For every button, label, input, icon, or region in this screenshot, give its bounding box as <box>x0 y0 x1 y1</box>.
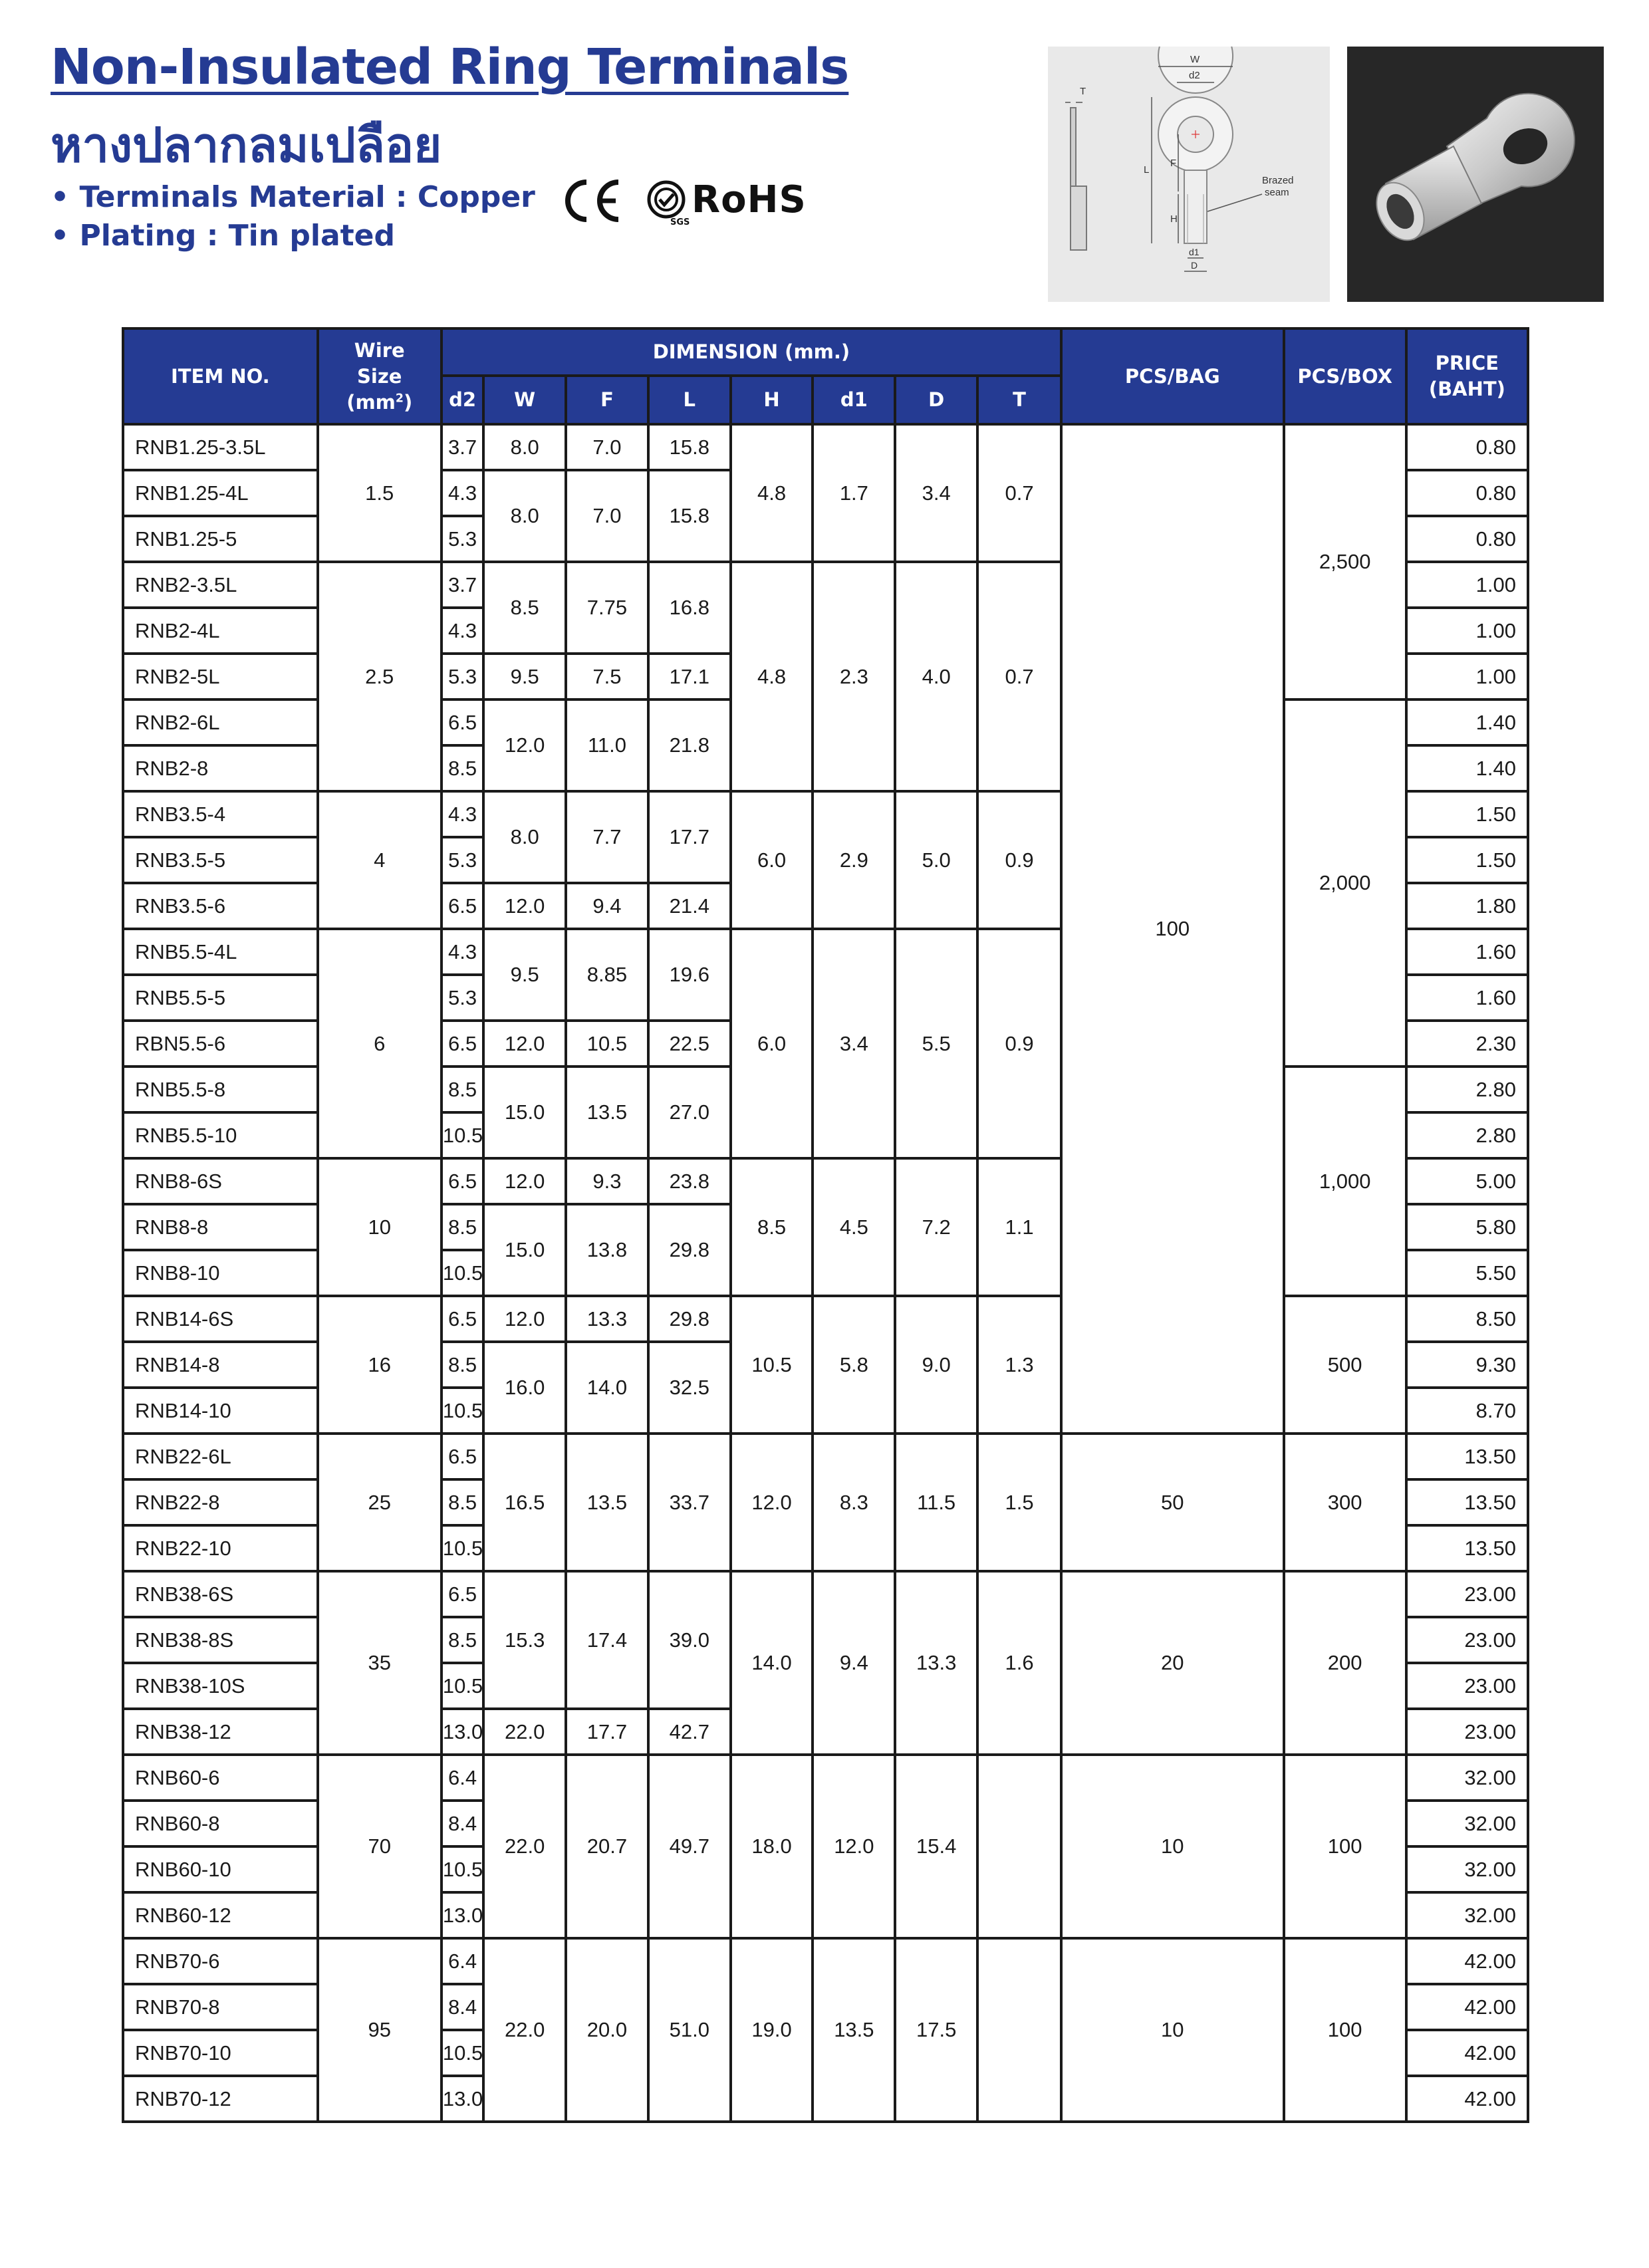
header-F: F <box>566 376 648 424</box>
W-cell: 15.0 <box>483 1067 566 1158</box>
T-cell <box>977 1755 1061 1938</box>
d2-cell: 6.5 <box>442 1158 483 1204</box>
price-cell: 42.00 <box>1406 1938 1528 1984</box>
d2-cell: 6.5 <box>442 1571 483 1617</box>
label-H: H <box>1170 213 1178 225</box>
price-cell: 1.00 <box>1406 654 1528 699</box>
item-no-cell: RNB3.5-6 <box>123 883 318 929</box>
header-wire-line-1: Wire <box>354 338 405 362</box>
pcs-box-cell: 100 <box>1284 1938 1406 2122</box>
header-wire-size <box>318 328 442 424</box>
price-cell: 9.30 <box>1406 1342 1528 1388</box>
label-W: W <box>1190 54 1200 65</box>
d2-cell: 4.3 <box>442 791 483 837</box>
D-cell: 15.4 <box>895 1755 977 1938</box>
item-no-cell: RNB70-12 <box>123 2076 318 2122</box>
header-wire-unit: (mm <box>346 390 396 414</box>
d2-cell: 6.5 <box>442 1296 483 1342</box>
F-cell: 20.0 <box>566 1938 648 2122</box>
price-cell: 0.80 <box>1406 470 1528 516</box>
item-no-cell: RNB5.5-8 <box>123 1067 318 1112</box>
label-D: D <box>1191 260 1198 271</box>
W-cell: 8.0 <box>483 791 566 883</box>
H-cell: 14.0 <box>731 1571 813 1755</box>
pcs-box-cell: 2,000 <box>1284 699 1406 1067</box>
item-no-cell: RNB70-6 <box>123 1938 318 1984</box>
item-no-cell: RNB3.5-5 <box>123 837 318 883</box>
W-cell: 15.3 <box>483 1571 566 1709</box>
F-cell: 20.7 <box>566 1755 648 1938</box>
pcs-box-cell: 200 <box>1284 1571 1406 1755</box>
item-no-cell: RNB2-4L <box>123 608 318 654</box>
W-cell: 8.0 <box>483 424 566 470</box>
label-seam: seam <box>1265 187 1289 198</box>
table-row <box>123 424 1528 470</box>
W-cell: 22.0 <box>483 1755 566 1938</box>
H-cell: 18.0 <box>731 1755 813 1938</box>
table-row <box>123 1434 1528 1479</box>
item-no-cell: RNB1.25-5 <box>123 516 318 562</box>
header-dimension: DIMENSION (mm.) <box>442 328 1061 376</box>
W-cell: 8.0 <box>483 470 566 562</box>
price-cell: 42.00 <box>1406 1984 1528 2030</box>
d2-cell: 8.4 <box>442 1801 483 1846</box>
W-cell: 16.5 <box>483 1434 566 1571</box>
price-cell: 23.00 <box>1406 1709 1528 1755</box>
terminal-dimension-drawing <box>1048 47 1330 302</box>
H-cell: 4.8 <box>731 562 813 791</box>
price-cell: 1.80 <box>1406 883 1528 929</box>
W-cell: 16.0 <box>483 1342 566 1434</box>
F-cell: 7.7 <box>566 791 648 883</box>
wire-size-cell: 1.5 <box>318 424 442 562</box>
table-row <box>123 1571 1528 1617</box>
header-wire-line-3 <box>319 390 440 416</box>
header-W: W <box>483 376 566 424</box>
wire-size-cell: 4 <box>318 791 442 929</box>
ring-terminal-spec-table <box>122 327 1529 2123</box>
price-cell: 1.50 <box>1406 791 1528 837</box>
item-no-cell: RNB14-8 <box>123 1342 318 1388</box>
d2-cell: 10.5 <box>442 1112 483 1158</box>
d2-cell: 10.5 <box>442 2030 483 2076</box>
item-no-cell: RNB5.5-4L <box>123 929 318 975</box>
price-cell: 1.50 <box>1406 837 1528 883</box>
D-cell: 3.4 <box>895 424 977 562</box>
D-cell: 9.0 <box>895 1296 977 1434</box>
W-cell: 12.0 <box>483 1296 566 1342</box>
W-cell: 22.0 <box>483 1709 566 1755</box>
F-cell: 14.0 <box>566 1342 648 1434</box>
W-cell: 22.0 <box>483 1938 566 2122</box>
d1-cell: 13.5 <box>813 1938 895 2122</box>
H-cell: 6.0 <box>731 791 813 929</box>
T-cell: 1.6 <box>977 1571 1061 1755</box>
item-no-cell: RNB70-8 <box>123 1984 318 2030</box>
W-cell: 12.0 <box>483 699 566 791</box>
item-no-cell: RNB22-6L <box>123 1434 318 1479</box>
D-cell: 5.0 <box>895 791 977 929</box>
header-pcs-box: PCS/BOX <box>1284 328 1406 424</box>
T-cell <box>977 1938 1061 2122</box>
item-no-cell: RBN5.5-6 <box>123 1021 318 1067</box>
F-cell: 13.3 <box>566 1296 648 1342</box>
price-cell: 13.50 <box>1406 1434 1528 1479</box>
F-cell: 7.0 <box>566 470 648 562</box>
item-no-cell: RNB38-10S <box>123 1663 318 1709</box>
price-cell: 1.40 <box>1406 699 1528 745</box>
label-d2: d2 <box>1189 70 1200 81</box>
d1-cell: 2.3 <box>813 562 895 791</box>
H-cell: 6.0 <box>731 929 813 1158</box>
wire-size-cell: 35 <box>318 1571 442 1755</box>
price-cell: 2.80 <box>1406 1112 1528 1158</box>
d2-cell: 3.7 <box>442 562 483 608</box>
F-cell: 9.3 <box>566 1158 648 1204</box>
pcs-box-cell: 500 <box>1284 1296 1406 1434</box>
L-cell: 42.7 <box>648 1709 731 1755</box>
d2-cell: 3.7 <box>442 424 483 470</box>
header-d1: d1 <box>813 376 895 424</box>
d1-cell: 4.5 <box>813 1158 895 1296</box>
d2-cell: 8.5 <box>442 745 483 791</box>
L-cell: 21.8 <box>648 699 731 791</box>
T-cell: 0.7 <box>977 562 1061 791</box>
price-cell: 2.80 <box>1406 1067 1528 1112</box>
price-cell: 5.50 <box>1406 1250 1528 1296</box>
price-cell: 32.00 <box>1406 1892 1528 1938</box>
d2-cell: 5.3 <box>442 975 483 1021</box>
L-cell: 29.8 <box>648 1204 731 1296</box>
D-cell: 4.0 <box>895 562 977 791</box>
header-pcs-bag: PCS/BAG <box>1061 328 1284 424</box>
F-cell: 17.4 <box>566 1571 648 1709</box>
table-row <box>123 1296 1528 1342</box>
W-cell: 12.0 <box>483 1158 566 1204</box>
price-cell: 32.00 <box>1406 1755 1528 1801</box>
table-row <box>123 1938 1528 1984</box>
sgs-mark-text: SGS <box>670 217 690 227</box>
item-no-cell: RNB5.5-5 <box>123 975 318 1021</box>
F-cell: 11.0 <box>566 699 648 791</box>
T-cell: 1.3 <box>977 1296 1061 1434</box>
wire-size-cell: 70 <box>318 1755 442 1938</box>
item-no-cell: RNB22-10 <box>123 1525 318 1571</box>
item-no-cell: RNB14-6S <box>123 1296 318 1342</box>
W-cell: 9.5 <box>483 654 566 699</box>
page-subtitle-thai: หางปลากลมเปลือย <box>51 117 442 173</box>
H-cell: 4.8 <box>731 424 813 562</box>
d1-cell: 5.8 <box>813 1296 895 1434</box>
price-cell: 1.40 <box>1406 745 1528 791</box>
T-cell: 0.7 <box>977 424 1061 562</box>
D-cell: 17.5 <box>895 1938 977 2122</box>
W-cell: 12.0 <box>483 1021 566 1067</box>
W-cell: 12.0 <box>483 883 566 929</box>
d2-cell: 8.5 <box>442 1067 483 1112</box>
d2-cell: 5.3 <box>442 516 483 562</box>
T-cell: 0.9 <box>977 929 1061 1158</box>
W-cell: 9.5 <box>483 929 566 1021</box>
price-cell: 5.80 <box>1406 1204 1528 1250</box>
item-no-cell: RNB2-8 <box>123 745 318 791</box>
F-cell: 7.0 <box>566 424 648 470</box>
item-no-cell: RNB38-8S <box>123 1617 318 1663</box>
table-row <box>123 1755 1528 1801</box>
d1-cell: 8.3 <box>813 1434 895 1571</box>
L-cell: 17.1 <box>648 654 731 699</box>
item-no-cell: RNB1.25-3.5L <box>123 424 318 470</box>
d2-cell: 13.0 <box>442 1709 483 1755</box>
pcs-box-cell: 1,000 <box>1284 1067 1406 1296</box>
pcs-box-cell: 300 <box>1284 1434 1406 1571</box>
d2-cell: 8.4 <box>442 1984 483 2030</box>
H-cell: 10.5 <box>731 1296 813 1434</box>
L-cell: 51.0 <box>648 1938 731 2122</box>
d1-cell: 12.0 <box>813 1755 895 1938</box>
T-cell: 0.9 <box>977 791 1061 929</box>
item-no-cell: RNB2-6L <box>123 699 318 745</box>
pcs-bag-cell: 10 <box>1061 1938 1284 2122</box>
d2-cell: 6.5 <box>442 699 483 745</box>
sgs-mark-icon <box>649 182 690 227</box>
header-D: D <box>895 376 977 424</box>
d2-cell: 6.4 <box>442 1755 483 1801</box>
price-cell: 1.00 <box>1406 562 1528 608</box>
d2-cell: 13.0 <box>442 2076 483 2122</box>
H-cell: 8.5 <box>731 1158 813 1296</box>
T-cell: 1.1 <box>977 1158 1061 1296</box>
rohs-mark: RoHS <box>692 178 807 221</box>
W-cell: 15.0 <box>483 1204 566 1296</box>
item-no-cell: RNB3.5-4 <box>123 791 318 837</box>
item-no-cell: RNB60-8 <box>123 1801 318 1846</box>
L-cell: 19.6 <box>648 929 731 1021</box>
d1-cell: 1.7 <box>813 424 895 562</box>
item-no-cell: RNB8-8 <box>123 1204 318 1250</box>
ce-mark-icon <box>568 182 618 219</box>
L-cell: 15.8 <box>648 424 731 470</box>
item-no-cell: RNB8-6S <box>123 1158 318 1204</box>
F-cell: 10.5 <box>566 1021 648 1067</box>
header-wire-line-2: Size <box>357 364 402 388</box>
price-cell: 0.80 <box>1406 424 1528 470</box>
price-cell: 13.50 <box>1406 1479 1528 1525</box>
header-d2: d2 <box>442 376 483 424</box>
L-cell: 29.8 <box>648 1296 731 1342</box>
price-cell: 1.60 <box>1406 975 1528 1021</box>
D-cell: 7.2 <box>895 1158 977 1296</box>
pcs-bag-cell: 10 <box>1061 1755 1284 1938</box>
price-cell: 0.80 <box>1406 516 1528 562</box>
d2-cell: 8.5 <box>442 1617 483 1663</box>
F-cell: 13.5 <box>566 1434 648 1571</box>
feature-material: • Terminals Material : Copper <box>51 180 535 214</box>
label-d1: d1 <box>1189 247 1200 257</box>
item-no-cell: RNB70-10 <box>123 2030 318 2076</box>
L-cell: 21.4 <box>648 883 731 929</box>
price-cell: 8.50 <box>1406 1296 1528 1342</box>
item-no-cell: RNB2-3.5L <box>123 562 318 608</box>
D-cell: 5.5 <box>895 929 977 1158</box>
item-no-cell: RNB8-10 <box>123 1250 318 1296</box>
header-wire-sup: 2 <box>395 391 404 405</box>
d2-cell: 8.5 <box>442 1204 483 1250</box>
price-cell: 42.00 <box>1406 2076 1528 2122</box>
L-cell: 33.7 <box>648 1434 731 1571</box>
item-no-cell: RNB38-6S <box>123 1571 318 1617</box>
wire-size-cell: 10 <box>318 1158 442 1296</box>
L-cell: 39.0 <box>648 1571 731 1709</box>
d2-cell: 10.5 <box>442 1525 483 1571</box>
price-cell: 8.70 <box>1406 1388 1528 1434</box>
L-cell: 23.8 <box>648 1158 731 1204</box>
pcs-bag-cell: 100 <box>1061 424 1284 1434</box>
L-cell: 16.8 <box>648 562 731 654</box>
F-cell: 13.8 <box>566 1204 648 1296</box>
d1-cell: 2.9 <box>813 791 895 929</box>
d2-cell: 6.4 <box>442 1938 483 1984</box>
W-cell: 8.5 <box>483 562 566 654</box>
header-price-line-1: PRICE <box>1435 352 1499 374</box>
D-cell: 13.3 <box>895 1571 977 1755</box>
price-cell: 1.00 <box>1406 608 1528 654</box>
item-no-cell: RNB60-10 <box>123 1846 318 1892</box>
price-cell: 13.50 <box>1406 1525 1528 1571</box>
wire-size-cell: 25 <box>318 1434 442 1571</box>
item-no-cell: RNB2-5L <box>123 654 318 699</box>
F-cell: 7.75 <box>566 562 648 654</box>
price-cell: 32.00 <box>1406 1846 1528 1892</box>
price-cell: 23.00 <box>1406 1617 1528 1663</box>
d2-cell: 4.3 <box>442 929 483 975</box>
d2-cell: 8.5 <box>442 1479 483 1525</box>
wire-size-cell: 95 <box>318 1938 442 2122</box>
F-cell: 7.5 <box>566 654 648 699</box>
pcs-bag-cell: 50 <box>1061 1434 1284 1571</box>
feature-list <box>51 178 535 255</box>
header-price <box>1406 328 1528 424</box>
d2-cell: 6.5 <box>442 1434 483 1479</box>
item-no-cell: RNB14-10 <box>123 1388 318 1434</box>
pcs-box-cell: 2,500 <box>1284 424 1406 699</box>
header-H: H <box>731 376 813 424</box>
d2-cell: 4.3 <box>442 470 483 516</box>
wire-size-cell: 16 <box>318 1296 442 1434</box>
F-cell: 17.7 <box>566 1709 648 1755</box>
item-no-cell: RNB22-8 <box>123 1479 318 1525</box>
d2-cell: 6.5 <box>442 883 483 929</box>
L-cell: 15.8 <box>648 470 731 562</box>
price-cell: 42.00 <box>1406 2030 1528 2076</box>
label-brazed: Brazed <box>1262 175 1294 186</box>
d2-cell: 5.3 <box>442 654 483 699</box>
wire-size-cell: 2.5 <box>318 562 442 791</box>
page-title: Non-Insulated Ring Terminals <box>51 39 849 96</box>
price-cell: 23.00 <box>1406 1571 1528 1617</box>
d2-cell: 10.5 <box>442 1846 483 1892</box>
header-L: L <box>648 376 731 424</box>
item-no-cell: RNB60-6 <box>123 1755 318 1801</box>
L-cell: 22.5 <box>648 1021 731 1067</box>
d2-cell: 5.3 <box>442 837 483 883</box>
item-no-cell: RNB1.25-4L <box>123 470 318 516</box>
F-cell: 9.4 <box>566 883 648 929</box>
header-price-line-2: (BAHT) <box>1428 378 1505 400</box>
F-cell: 8.85 <box>566 929 648 1021</box>
feature-plating: • Plating : Tin plated <box>51 219 396 253</box>
T-cell: 1.5 <box>977 1434 1061 1571</box>
L-cell: 32.5 <box>648 1342 731 1434</box>
d2-cell: 6.5 <box>442 1021 483 1067</box>
label-L: L <box>1144 164 1150 176</box>
item-no-cell: RNB38-12 <box>123 1709 318 1755</box>
d2-cell: 13.0 <box>442 1892 483 1938</box>
d2-cell: 10.5 <box>442 1388 483 1434</box>
label-T: T <box>1080 86 1086 97</box>
price-cell: 5.00 <box>1406 1158 1528 1204</box>
d1-cell: 3.4 <box>813 929 895 1158</box>
header-wire-close: ) <box>404 390 413 414</box>
d1-cell: 9.4 <box>813 1571 895 1755</box>
L-cell: 17.7 <box>648 791 731 883</box>
item-no-cell: RNB60-12 <box>123 1892 318 1938</box>
wire-size-cell: 6 <box>318 929 442 1158</box>
d2-cell: 10.5 <box>442 1663 483 1709</box>
H-cell: 12.0 <box>731 1434 813 1571</box>
F-cell: 13.5 <box>566 1067 648 1158</box>
D-cell: 11.5 <box>895 1434 977 1571</box>
pcs-box-cell: 100 <box>1284 1755 1406 1938</box>
pcs-bag-cell: 20 <box>1061 1571 1284 1755</box>
d2-cell: 10.5 <box>442 1250 483 1296</box>
price-cell: 23.00 <box>1406 1663 1528 1709</box>
price-cell: 2.30 <box>1406 1021 1528 1067</box>
price-cell: 1.60 <box>1406 929 1528 975</box>
spec-table-body <box>123 424 1528 2122</box>
L-cell: 49.7 <box>648 1755 731 1938</box>
d2-cell: 8.5 <box>442 1342 483 1388</box>
price-cell: 32.00 <box>1406 1801 1528 1846</box>
L-cell: 27.0 <box>648 1067 731 1158</box>
header-T: T <box>977 376 1061 424</box>
item-no-cell: RNB5.5-10 <box>123 1112 318 1158</box>
H-cell: 19.0 <box>731 1938 813 2122</box>
label-F: F <box>1170 158 1177 169</box>
ring-terminal-photo <box>1347 47 1604 302</box>
d2-cell: 4.3 <box>442 608 483 654</box>
header-item-no: ITEM NO. <box>123 328 318 424</box>
